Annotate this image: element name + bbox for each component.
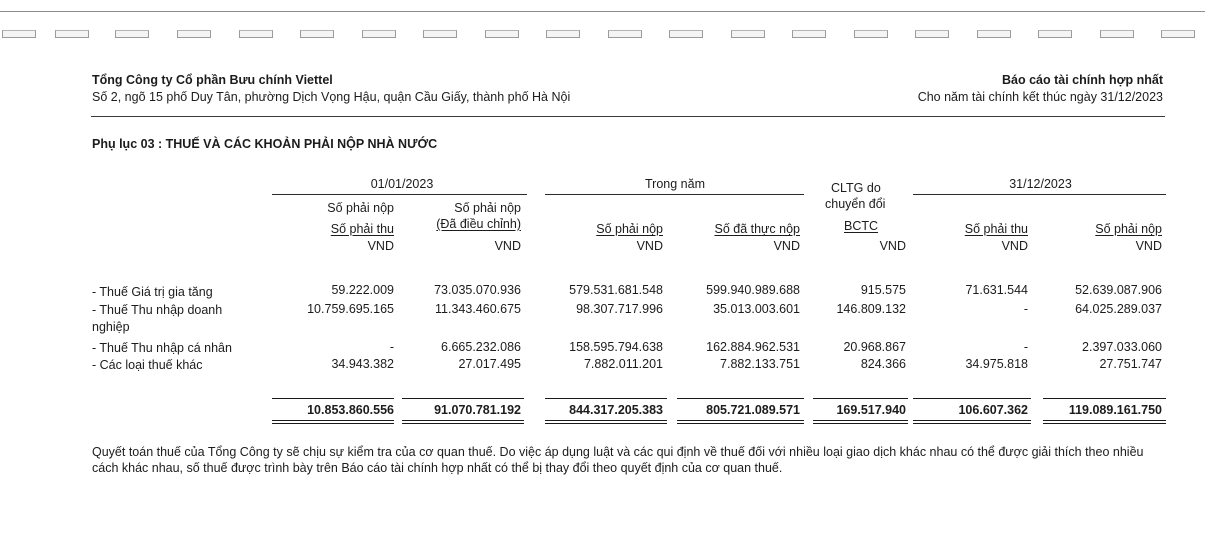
table-cell: 27.751.747 (1099, 357, 1162, 371)
total-rule-bottom (545, 420, 667, 421)
unit-label: VND (879, 239, 906, 253)
total-cell: 10.853.860.556 (307, 403, 394, 417)
table-cell: 10.759.695.165 (307, 302, 394, 316)
unit-label: VND (367, 239, 394, 253)
total-rule-bottom (1043, 420, 1166, 421)
table-cell: 98.307.717.996 (576, 302, 663, 316)
table-cell: 59.222.009 (331, 283, 394, 297)
total-rule-top (545, 398, 667, 399)
table-cell: 64.025.289.037 (1075, 302, 1162, 316)
company-name: Tổng Công ty Cổ phần Bưu chính Viettel (92, 73, 333, 87)
group-header-fx-line2: chuyển đổi (825, 197, 886, 211)
total-rule-bottom (677, 420, 804, 421)
row-label-cont: nghiệp (92, 320, 130, 334)
total-rule-bottom (272, 420, 394, 421)
table-cell: 27.017.495 (458, 357, 521, 371)
table-cell: 915.575 (860, 283, 906, 297)
table-cell: 34.943.382 (331, 357, 394, 371)
unit-label: VND (636, 239, 663, 253)
total-cell: 91.070.781.192 (434, 403, 521, 417)
table-cell: 73.035.070.936 (434, 283, 521, 297)
table-cell: 20.968.867 (843, 340, 906, 354)
group-rule (545, 194, 804, 195)
total-cell: 844.317.205.383 (569, 403, 663, 417)
table-cell: - (1023, 302, 1028, 316)
total-rule-top (813, 398, 908, 399)
table-cell: 11.343.460.675 (435, 302, 521, 316)
appendix-title: Phụ lục 03 : THUẾ VÀ CÁC KHOẢN PHẢI NỘP NHÀ NƯỚC (92, 137, 438, 151)
col7-header: Số phải nộp (1095, 222, 1162, 236)
row-label: - Các loại thuế khác (92, 358, 203, 372)
total-rule-top (913, 398, 1031, 399)
group-header-closing: 31/12/2023 (1009, 177, 1072, 191)
table-cell: 34.975.818 (965, 357, 1028, 371)
total-rule-bottom (813, 420, 908, 421)
company-address: Số 2, ngõ 15 phố Duy Tân, phường Dịch Vọng Hậu, quận Cầu Giấy, thành phố Hà Nội (92, 90, 571, 104)
table-cell: - (389, 340, 394, 354)
table-cell: 52.639.087.906 (1075, 283, 1162, 297)
col2-header-line1: Số phải nộp (454, 201, 521, 215)
table-cell: 158.595.794.638 (569, 340, 663, 354)
table-cell: 7.882.011.201 (583, 357, 663, 371)
table-cell: 6.665.232.086 (441, 340, 521, 354)
tax-note: Quyết toán thuế của Tổng Công ty sẽ chịu sự kiểm tra của cơ quan thuế. Do việc áp dụng luật và các qui định về thuế đối với nhiều loại giao dịch khác nhau có thể được giải thích theo nhiều cách khác nhau, số thuế được trình bày trên Báo cáo tài chính hợp nhất có thể bị thay đổi theo quyết định của cơ quan thuế. (92, 445, 1144, 475)
col3-header: Số phải nộp (596, 222, 663, 236)
row-label: - Thuế Thu nhập doanh (92, 303, 223, 317)
table-cell: - (1023, 340, 1028, 354)
unit-label: VND (1001, 239, 1028, 253)
total-rule-bottom (913, 423, 1031, 424)
report-period: Cho năm tài chính kết thúc ngày 31/12/2023 (917, 90, 1163, 104)
total-rule-bottom (813, 423, 908, 424)
table-cell: 7.882.133.751 (720, 357, 800, 371)
group-header-opening: 01/01/2023 (370, 177, 434, 191)
total-rule-bottom (1043, 423, 1166, 424)
group-header-during: Trong năm (645, 177, 705, 191)
col4-header: Số đã thực nộp (714, 222, 800, 236)
total-rule-bottom (545, 423, 667, 424)
total-cell: 119.089.161.750 (1068, 403, 1162, 417)
group-rule (272, 194, 527, 195)
col2-header-line2: (Đã điều chỉnh) (436, 217, 521, 231)
total-cell: 169.517.940 (836, 403, 906, 417)
unit-label: VND (1135, 239, 1162, 253)
report-title: Báo cáo tài chính hợp nhất (1002, 73, 1163, 87)
table-cell: 35.013.003.601 (713, 302, 800, 316)
table-cell: 2.397.033.060 (1082, 340, 1162, 354)
row-label: - Thuế Thu nhập cá nhân (92, 341, 232, 355)
table-cell: 71.631.544 (965, 283, 1028, 297)
table-cell: 162.884.962.531 (706, 340, 800, 354)
total-rule-bottom (402, 420, 524, 421)
table-cell: 599.940.989.688 (706, 283, 800, 297)
total-rule-bottom (913, 420, 1031, 421)
total-cell: 106.607.362 (958, 403, 1028, 417)
col5-header: BCTC (844, 219, 879, 233)
row-label: - Thuế Giá trị gia tăng (92, 285, 213, 299)
col2-header-line1: Số phải nộp (327, 201, 394, 215)
total-rule-top (402, 398, 524, 399)
group-rule (913, 194, 1166, 195)
total-rule-bottom (272, 423, 394, 424)
col1-header: Số phải thu (330, 222, 394, 236)
group-header-fx-line1: CLTG do (831, 181, 881, 195)
total-rule-top (677, 398, 804, 399)
col6-header: Số phải thu (964, 222, 1028, 236)
total-rule-top (272, 398, 394, 399)
total-rule-bottom (402, 423, 524, 424)
table-cell: 824.366 (860, 357, 906, 371)
total-rule-bottom (677, 423, 804, 424)
total-rule-top (1043, 398, 1166, 399)
table-cell: 579.531.681.548 (569, 283, 663, 297)
total-cell: 805.721.089.571 (706, 403, 800, 417)
unit-label: VND (494, 239, 521, 253)
unit-label: VND (773, 239, 800, 253)
table-cell: 146.809.132 (836, 302, 906, 316)
